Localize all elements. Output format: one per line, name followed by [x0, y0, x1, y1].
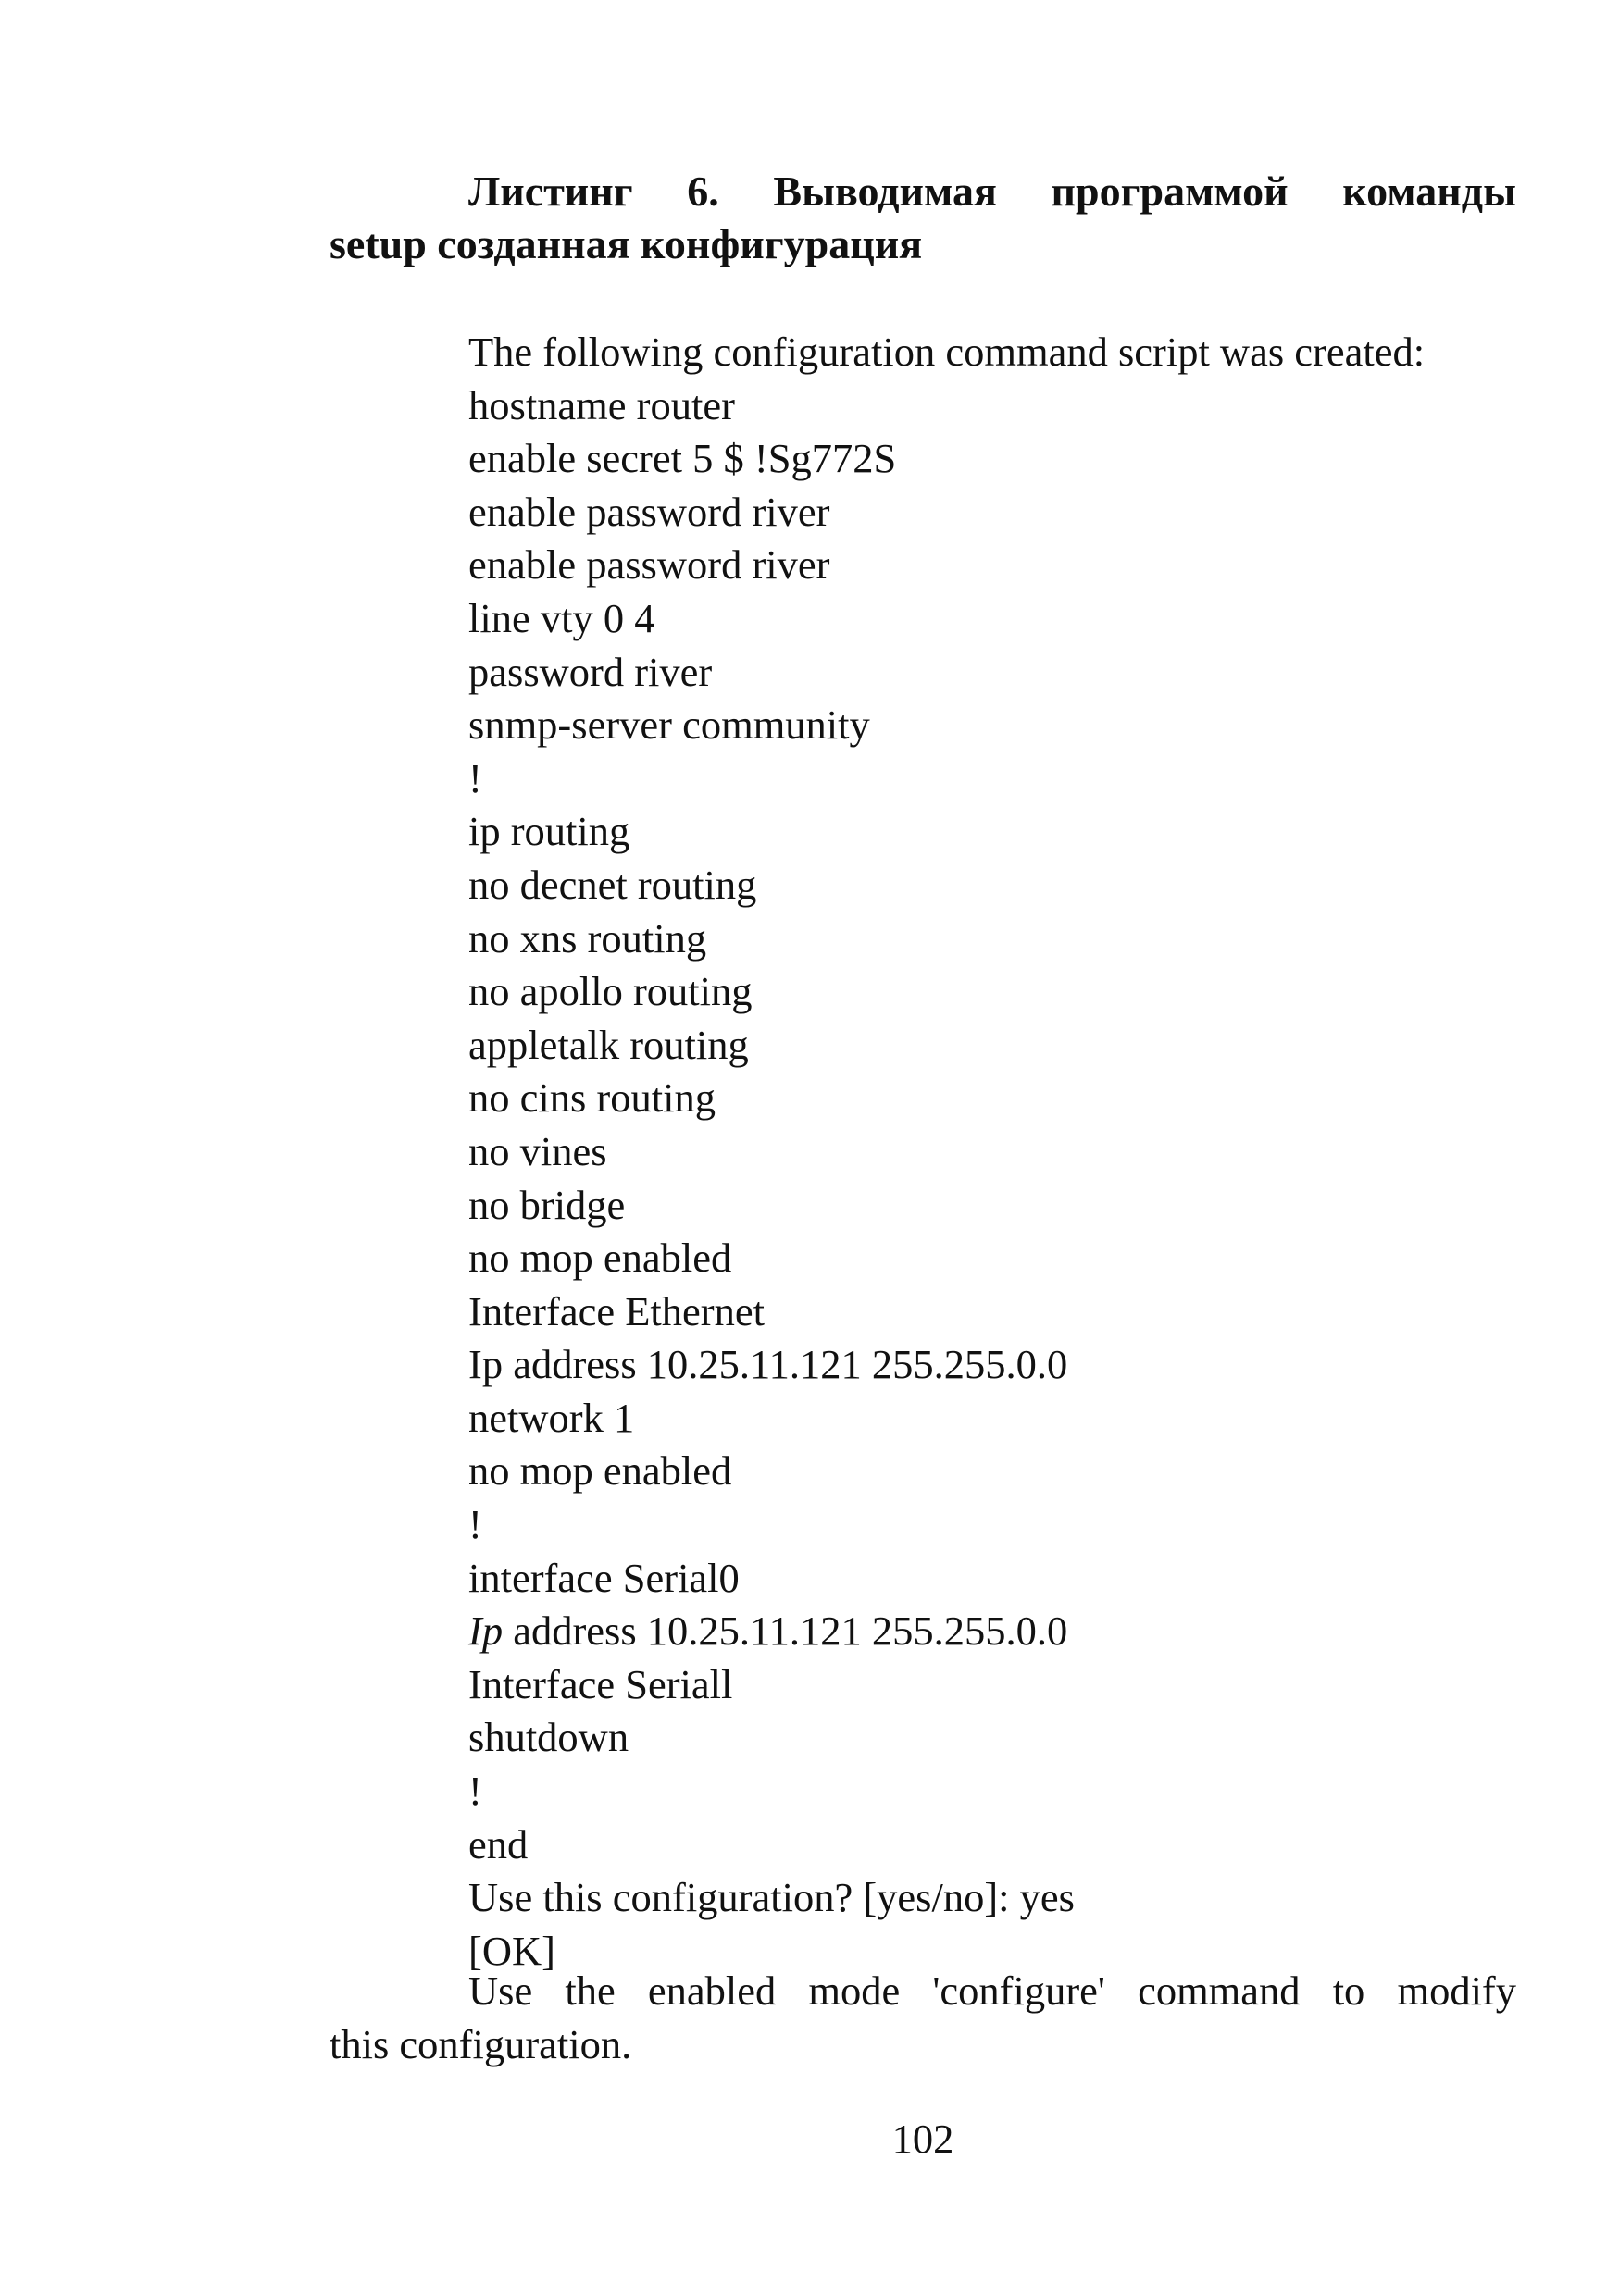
listing-line: hostname router [468, 381, 735, 428]
listing-line: line vty 0 4 [468, 594, 655, 641]
listing-line: interface Serial0 [468, 1554, 740, 1601]
listing-line [468, 1605, 1516, 1658]
listing-line: Use this configuration? [yes/no]: yes [468, 1874, 1075, 1921]
listing-line: ! [468, 754, 482, 801]
listing-line: Ip address 10.25.11.121 255.255.0.0 [468, 1341, 1068, 1388]
listing-heading [330, 165, 1516, 270]
listing-line: no vines [468, 1127, 607, 1174]
listing-line: Interface Seriall [468, 1660, 733, 1707]
closing-paragraph-line-2: this configuration. [330, 2020, 632, 2067]
listing-line: no bridge [468, 1181, 626, 1228]
listing-line: shutdown [468, 1714, 629, 1761]
listing-line: end [468, 1820, 529, 1868]
listing-line: no decnet routing [468, 861, 757, 908]
listing-line: enable password river [468, 541, 830, 589]
listing-line: ! [468, 1501, 482, 1548]
listing-line: ip routing [468, 808, 630, 855]
listing-line: enable secret 5 $ !Sg772S [468, 435, 897, 482]
listing-heading-line-1: Листинг 6. Выводимая программой команды [468, 168, 1516, 215]
closing-paragraph [330, 1965, 1516, 2071]
closing-paragraph-line-1: Use the enabled mode 'configure' command to modify [468, 1967, 1516, 2014]
configuration-listing [468, 326, 1516, 1978]
listing-line: The following configuration command script was created: [468, 329, 1426, 375]
listing-line-italic-part: Ip [468, 1607, 504, 1655]
listing-line: enable password river [468, 488, 830, 535]
listing-line: no apollo routing [468, 968, 753, 1015]
listing-line: ! [468, 1768, 482, 1815]
listing-line: no cins routing [468, 1074, 716, 1122]
page-number: 102 [891, 2116, 954, 2162]
listing-line: snmp-server community [468, 701, 870, 749]
listing-line: no xns routing [468, 914, 707, 962]
listing-line: appletalk routing [468, 1021, 749, 1068]
listing-line: no mop enabled [468, 1235, 732, 1282]
listing-line: network 1 [468, 1394, 635, 1441]
listing-line: [OK] [468, 1927, 555, 1974]
listing-heading-line-2: setup созданная конфигурация [330, 220, 923, 267]
listing-line: password river [468, 648, 713, 695]
listing-line-rest: address 10.25.11.121 255.255.0.0 [503, 1607, 1068, 1655]
listing-line: Interface Ethernet [468, 1287, 765, 1334]
listing-line: no mop enabled [468, 1447, 732, 1495]
